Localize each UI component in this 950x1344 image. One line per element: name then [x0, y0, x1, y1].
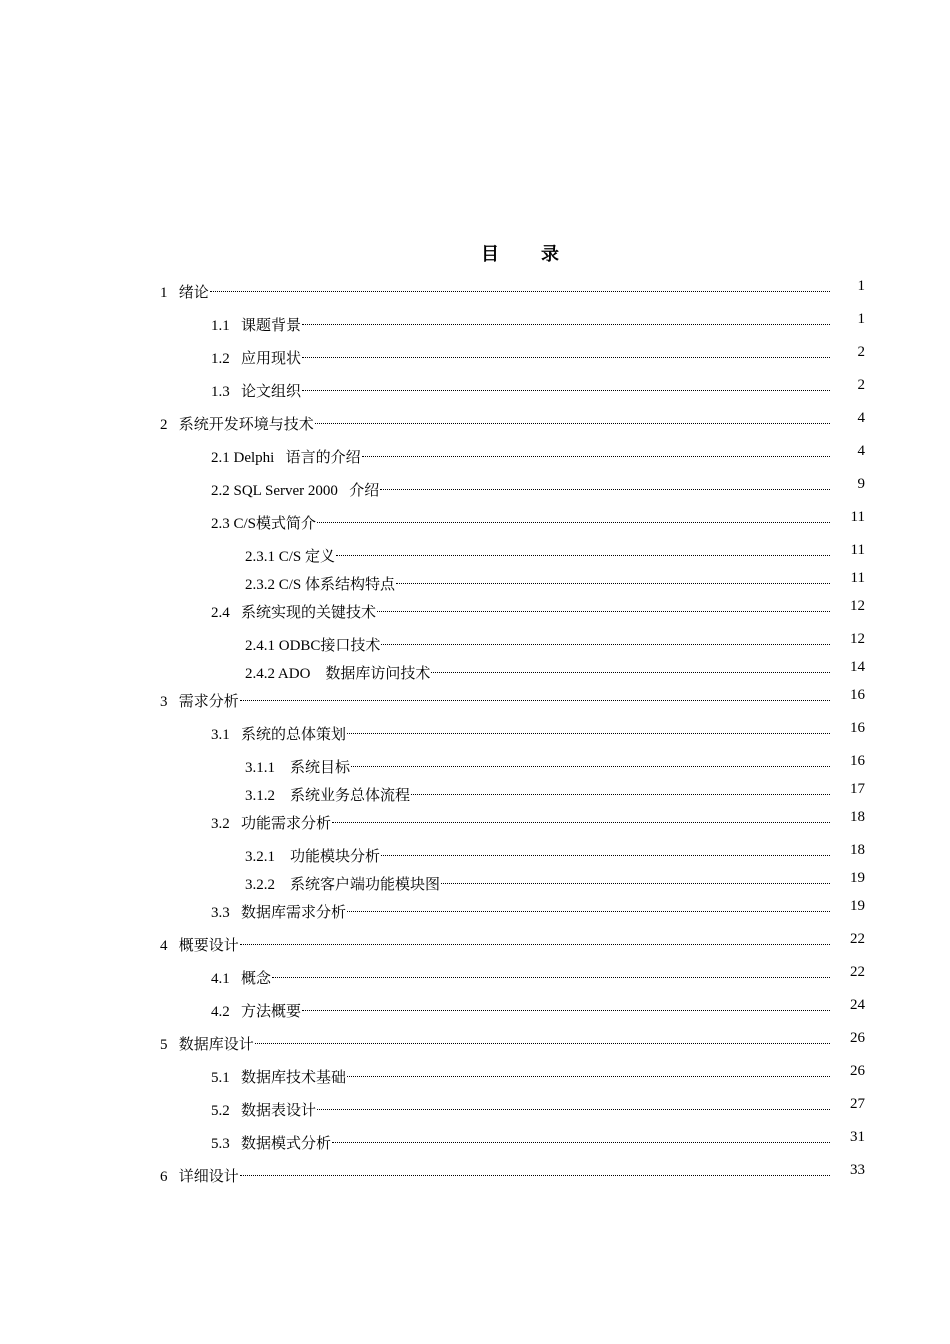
toc-entry[interactable] [211, 506, 830, 532]
toc-entry-title: 语言的介绍 [285, 450, 361, 466]
toc-dot-leader [347, 717, 830, 739]
toc-entry-label [245, 757, 351, 779]
toc-entry-title: 数据库技术基础 [241, 1070, 347, 1086]
toc-entry-title: 介绍 [349, 483, 380, 499]
toc-entry-number: 3.1 [211, 727, 230, 743]
toc-entry-title: 应用现状 [241, 351, 302, 367]
toc-entry[interactable] [245, 567, 830, 593]
toc-entry-number: 2.4.2 ADO [245, 666, 311, 682]
toc-page-number: 31 [850, 1129, 865, 1145]
toc-entry-number: 1.2 [211, 351, 230, 367]
toc-entry-number: 5.2 [211, 1103, 230, 1119]
toc-entry-spacer [168, 694, 179, 710]
toc-entry-spacer [275, 760, 290, 776]
toc-dot-leader [317, 1093, 830, 1115]
toc-entry-label [245, 846, 381, 868]
toc-page-number: 18 [850, 809, 865, 825]
toc-entry-spacer [275, 788, 290, 804]
toc-entry[interactable] [245, 656, 830, 682]
toc-entry-title: 课题背景 [241, 318, 302, 334]
toc-entry-label [211, 602, 377, 624]
toc-entry-label [160, 935, 240, 957]
toc-entry-number: 3.2.2 [245, 877, 275, 893]
toc-entry-spacer [230, 1103, 241, 1119]
toc-dot-leader [351, 750, 830, 772]
toc-entry-label [160, 414, 315, 436]
toc-entry-title: 系统实现的关键技术 [241, 605, 377, 621]
toc-page-number: 11 [850, 570, 865, 586]
toc-entry-title: 系统客户端功能模块图 [290, 877, 441, 893]
toc-entry-label [160, 691, 240, 713]
toc-entry[interactable] [211, 1126, 830, 1152]
toc-entry-title: 系统目标 [290, 760, 351, 776]
toc-dot-leader [347, 1060, 830, 1082]
toc-entry-number: 3 [160, 694, 168, 710]
toc-entry-number: 6 [160, 1169, 168, 1185]
toc-page-number: 1 [857, 278, 865, 294]
toc-entry[interactable] [211, 374, 830, 400]
toc-entry-title: 数据库需求分析 [241, 905, 347, 921]
toc-entry-number: 2.3.1 C/S 定义 [245, 549, 336, 565]
toc-page-number: 26 [850, 1030, 865, 1046]
toc-dot-leader [240, 1159, 830, 1181]
toc-entry-number: 3.3 [211, 905, 230, 921]
toc-page-number: 26 [850, 1063, 865, 1079]
toc-dot-leader [362, 440, 830, 462]
toc-entry[interactable] [211, 1093, 830, 1119]
toc-page-number: 4 [857, 443, 865, 459]
toc-dot-leader [302, 308, 830, 330]
toc-entry-number: 2.4 [211, 605, 230, 621]
toc-entry-label [211, 315, 302, 337]
toc-dot-leader [302, 374, 830, 396]
toc-entry-number: 4.1 [211, 971, 230, 987]
toc-entry-number: 4.2 [211, 1004, 230, 1020]
toc-entry-title: 数据库设计 [178, 1037, 254, 1053]
toc-page-number: 33 [850, 1162, 865, 1178]
toc-page-number: 2 [857, 377, 865, 393]
toc-entry-label [245, 874, 441, 896]
toc-page-number: 9 [857, 476, 865, 492]
toc-entry[interactable] [211, 994, 830, 1020]
toc-entry-number: 2.3 C/S模式简介 [211, 516, 317, 532]
toc-dot-leader [381, 839, 830, 861]
toc-entry-number: 2.1 Delphi [211, 450, 275, 466]
toc-page-number: 18 [850, 842, 865, 858]
toc-entry-number: 5.3 [211, 1136, 230, 1152]
toc-page-number: 27 [850, 1096, 865, 1112]
toc-dot-leader [272, 961, 830, 983]
toc-entry-label [211, 968, 272, 990]
toc-entry-title: 方法概要 [241, 1004, 302, 1020]
toc-entry[interactable] [245, 750, 830, 776]
toc-entry-label [245, 663, 431, 685]
toc-entry[interactable] [245, 628, 830, 654]
toc-entry-spacer [338, 483, 349, 499]
toc-entry-spacer [230, 1004, 241, 1020]
toc-dot-leader [347, 895, 830, 917]
toc-entry-spacer [230, 1136, 241, 1152]
toc-dot-leader [315, 407, 830, 429]
toc-entry[interactable] [211, 595, 830, 621]
toc-entry-spacer [168, 417, 179, 433]
toc-dot-leader [255, 1027, 830, 1049]
toc-entry-label [211, 381, 302, 403]
toc-entry-number: 3.1.1 [245, 760, 275, 776]
toc-entry-label [160, 1166, 240, 1188]
toc-entry-label [245, 785, 411, 807]
toc-entry-title: 数据表设计 [241, 1103, 317, 1119]
toc-entry-label [211, 513, 317, 535]
toc-page-number: 12 [850, 631, 865, 647]
toc-entry-spacer [168, 1037, 179, 1053]
toc-entry-label [211, 1067, 347, 1089]
toc-entry[interactable] [245, 867, 830, 893]
toc-entry-number: 2.4.1 ODBC接口技术 [245, 638, 381, 654]
toc-entry-title: 系统开发环境与技术 [178, 417, 314, 433]
toc-entry-number: 3.2 [211, 816, 230, 832]
toc-entry[interactable] [211, 717, 830, 743]
toc-entry-title: 绪论 [178, 285, 209, 301]
toc-page-number: 19 [850, 898, 865, 914]
toc-entry-number: 5 [160, 1037, 168, 1053]
toc-dot-leader [317, 506, 830, 528]
toc-page-number: 2 [857, 344, 865, 360]
toc-entry[interactable] [160, 684, 830, 710]
toc-entry-label [245, 635, 381, 657]
toc-entry-title: 概要设计 [178, 938, 239, 954]
toc-entry-spacer [274, 450, 285, 466]
toc-entry[interactable] [211, 806, 830, 832]
toc-dot-leader [396, 567, 830, 589]
toc-entry-label [211, 480, 380, 502]
toc-entry-spacer [230, 727, 241, 743]
toc-entry[interactable] [211, 1060, 830, 1086]
toc-dot-leader [441, 867, 830, 889]
toc-entry-label [211, 902, 347, 924]
toc-entry-number: 5.1 [211, 1070, 230, 1086]
toc-dot-leader [411, 778, 830, 800]
toc-entry-spacer [230, 318, 241, 334]
toc-page-number: 16 [850, 687, 865, 703]
toc-dot-leader [302, 994, 830, 1016]
toc-entry-number: 1.1 [211, 318, 230, 334]
toc-entry-spacer [168, 1169, 179, 1185]
toc-page-number: 22 [850, 964, 865, 980]
toc-entry[interactable] [160, 1159, 830, 1185]
toc-entry-title: 数据模式分析 [241, 1136, 332, 1152]
toc-entry[interactable] [211, 308, 830, 334]
toc-entry-number: 2 [160, 417, 168, 433]
toc-entry-title: 数据库访问技术 [325, 666, 431, 682]
toc-dot-leader [380, 473, 830, 495]
toc-entry-spacer [275, 849, 290, 865]
toc-entry[interactable] [211, 961, 830, 987]
toc-page-number: 17 [850, 781, 865, 797]
toc-entry-title: 系统的总体策划 [241, 727, 347, 743]
toc-entry[interactable] [245, 778, 830, 804]
toc-entry-title: 详细设计 [178, 1169, 239, 1185]
toc-entry-spacer [168, 285, 179, 301]
toc-page-number: 16 [850, 753, 865, 769]
toc-dot-leader [302, 341, 830, 363]
toc-dot-leader [377, 595, 830, 617]
toc-entry-spacer [230, 351, 241, 367]
toc-page-number: 14 [850, 659, 865, 675]
toc-entry-title: 功能模块分析 [290, 849, 381, 865]
toc-entry[interactable] [160, 1027, 830, 1053]
toc-entry[interactable] [245, 839, 830, 865]
toc-dot-leader [381, 628, 830, 650]
toc-entry-label [211, 813, 332, 835]
toc-entry-label [245, 574, 396, 596]
toc-dot-leader [336, 539, 830, 561]
toc-entry-label [211, 1001, 302, 1023]
toc-entry-label [211, 724, 347, 746]
toc-page-number: 4 [857, 410, 865, 426]
toc-entry-label [160, 1034, 255, 1056]
toc-entry-spacer [168, 938, 179, 954]
toc-dot-leader [332, 806, 830, 828]
toc-entry-number: 1.3 [211, 384, 230, 400]
toc-entry-spacer [310, 666, 325, 682]
toc-entry-label [211, 1133, 332, 1155]
toc-dot-leader [240, 928, 830, 950]
toc-entry-label [160, 282, 210, 304]
toc-entry-title: 概念 [241, 971, 272, 987]
toc-dot-leader [332, 1126, 830, 1148]
toc-entry-label [211, 1100, 317, 1122]
toc-entry-number: 4 [160, 938, 168, 954]
toc-entry-spacer [230, 905, 241, 921]
toc-entry-spacer [275, 877, 290, 893]
toc-entry-label [211, 447, 362, 469]
toc-entry-number: 2.3.2 C/S 体系结构特点 [245, 577, 396, 593]
toc-entry-spacer [230, 605, 241, 621]
toc-page-number: 11 [850, 542, 865, 558]
toc-page-number: 1 [857, 311, 865, 327]
toc-entry[interactable] [160, 275, 830, 301]
toc-page-number: 11 [850, 509, 865, 525]
toc-title: 目 录 [481, 244, 571, 265]
toc-entry-spacer [230, 384, 241, 400]
toc-entry[interactable] [160, 407, 830, 433]
toc-page-number: 16 [850, 720, 865, 736]
toc-entry[interactable] [211, 341, 830, 367]
toc-entry[interactable] [211, 895, 830, 921]
toc-dot-leader [240, 684, 830, 706]
toc-entry[interactable] [211, 440, 830, 466]
toc-entry-label [245, 546, 336, 568]
toc-entry[interactable] [160, 928, 830, 954]
toc-page-number: 12 [850, 598, 865, 614]
toc-entry-number: 3.1.2 [245, 788, 275, 804]
toc-entry-number: 1 [160, 285, 168, 301]
toc-page-number: 22 [850, 931, 865, 947]
toc-entry[interactable] [245, 539, 830, 565]
toc-entry-title: 系统业务总体流程 [290, 788, 411, 804]
toc-dot-leader [210, 275, 830, 297]
toc-entry-spacer [230, 816, 241, 832]
toc-page-number: 24 [850, 997, 865, 1013]
toc-entry[interactable] [211, 473, 830, 499]
toc-entry-spacer [230, 1070, 241, 1086]
toc-dot-leader [431, 656, 830, 678]
toc-entry-title: 论文组织 [241, 384, 302, 400]
toc-page-number: 19 [850, 870, 865, 886]
toc-entry-number: 2.2 SQL Server 2000 [211, 483, 338, 499]
toc-entry-title: 需求分析 [178, 694, 239, 710]
toc-entry-title: 功能需求分析 [241, 816, 332, 832]
toc-entry-spacer [230, 971, 241, 987]
toc-entry-label [211, 348, 302, 370]
toc-entry-number: 3.2.1 [245, 849, 275, 865]
